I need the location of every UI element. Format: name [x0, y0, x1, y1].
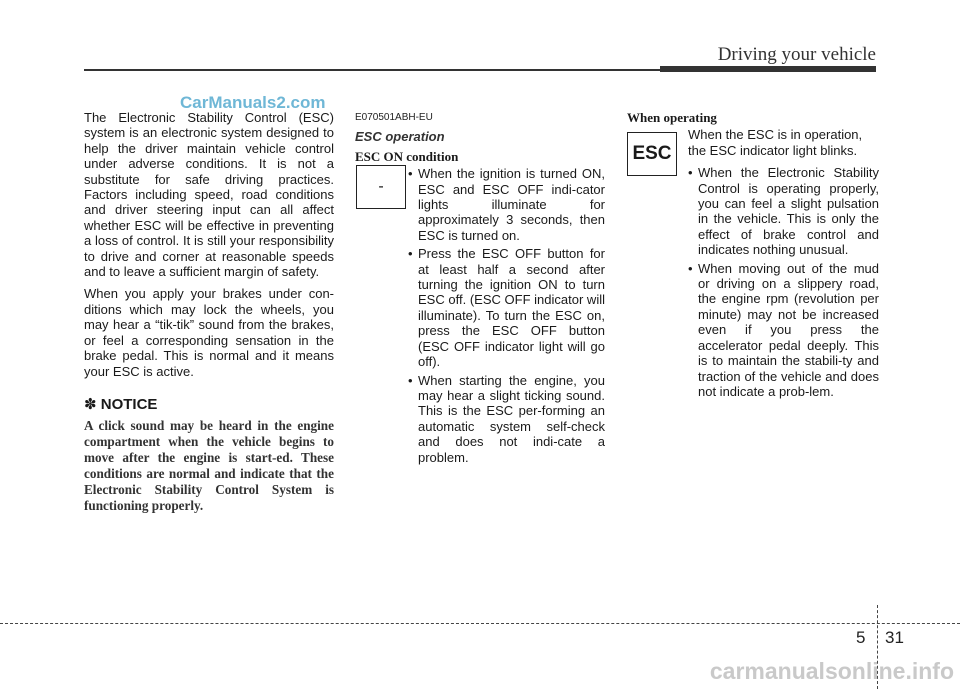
- esc-intro-paragraph: The Electronic Stability Control (ESC) system is an electronic system designed to help the driver maintain vehicle control under adverse conditions. It is not a substitute for safe driving practices. Factors including speed, road conditions and driver steering input can all affect whether ESC will be effective in preventing a loss of control. It is still your responsibility to drive and corner at reasonable speeds and to leave a sufficient margin of safety.: [84, 110, 334, 280]
- list-item: • When starting the engine, you may hear a slight ticking sound. This is the ESC per-forming an automatic system self-check and does not indi-cate a problem.: [408, 373, 605, 465]
- esc-off-indicator-icon: [356, 165, 406, 209]
- esc-indicator-label: ESC: [632, 143, 672, 164]
- esc-on-list: [408, 166, 605, 465]
- esc-brake-paragraph: When you apply your brakes under con-ditions which may lock the wheels, you may hear a “tik-tik” sound from the brakes, or feel a corresponding sensation in the brake pedal. This is normal and it means your ESC is active.: [84, 286, 334, 379]
- list-item: • When moving out of the mud or driving on a slippery road, the engine rpm (revolution per minute) may not be increased even if you press the accelerator pedal deeply. This is to maintain the stabili-ty and traction of the vehicle and does not indicate a prob-lem.: [688, 261, 879, 400]
- esc-off-indicator-label: -: [378, 178, 384, 195]
- section-title: ESC operation: [355, 129, 445, 145]
- header-rule-thick: [660, 66, 876, 72]
- list-item: • Press the ESC OFF button for at least half a second after turning the ignition ON to turn ESC off. (ESC OFF indicator will illuminate). To turn the ESC on, press the ESC OFF button (ESC OFF indicator light will go off).: [408, 246, 605, 369]
- page-number: 31: [885, 628, 904, 647]
- section-code: E070501ABH-EU: [355, 112, 433, 123]
- middle-column: [355, 110, 605, 468]
- watermark-top: CarManuals2.com: [180, 93, 326, 112]
- list-item: • When the Electronic Stability Control is operating properly, you can feel a slight pulsation in the vehicle. This is only the effect of brake control and indicates nothing unusual.: [688, 165, 879, 257]
- when-operating-intro: When the ESC is in operation, the ESC indicator light blinks.: [688, 127, 863, 158]
- chapter-number: 5: [856, 628, 866, 647]
- when-operating-heading: When operating: [627, 110, 717, 125]
- when-operating-list: [688, 165, 879, 399]
- watermark-bottom: carmanualsonline.info: [709, 658, 954, 684]
- footer-dashed-rule: [0, 623, 960, 624]
- header-title: Driving your vehicle: [717, 44, 876, 65]
- esc-on-heading: ESC ON condition: [355, 148, 459, 164]
- esc-indicator-icon: [627, 132, 677, 176]
- notice-body: A click sound may be heard in the engine compartment when the vehicle begins to move after the engine is start-ed. These conditions are normal and indicate that the Electronic Stability Control System is functioning properly.: [84, 418, 334, 514]
- list-item: • When the ignition is turned ON, ESC and ESC OFF indi-cator lights illuminate for approximately 3 seconds, then ESC is turned on.: [408, 166, 605, 243]
- left-column: [84, 110, 334, 514]
- notice-heading: ✽ NOTICE: [84, 395, 158, 413]
- header-rule-thin: [84, 69, 660, 71]
